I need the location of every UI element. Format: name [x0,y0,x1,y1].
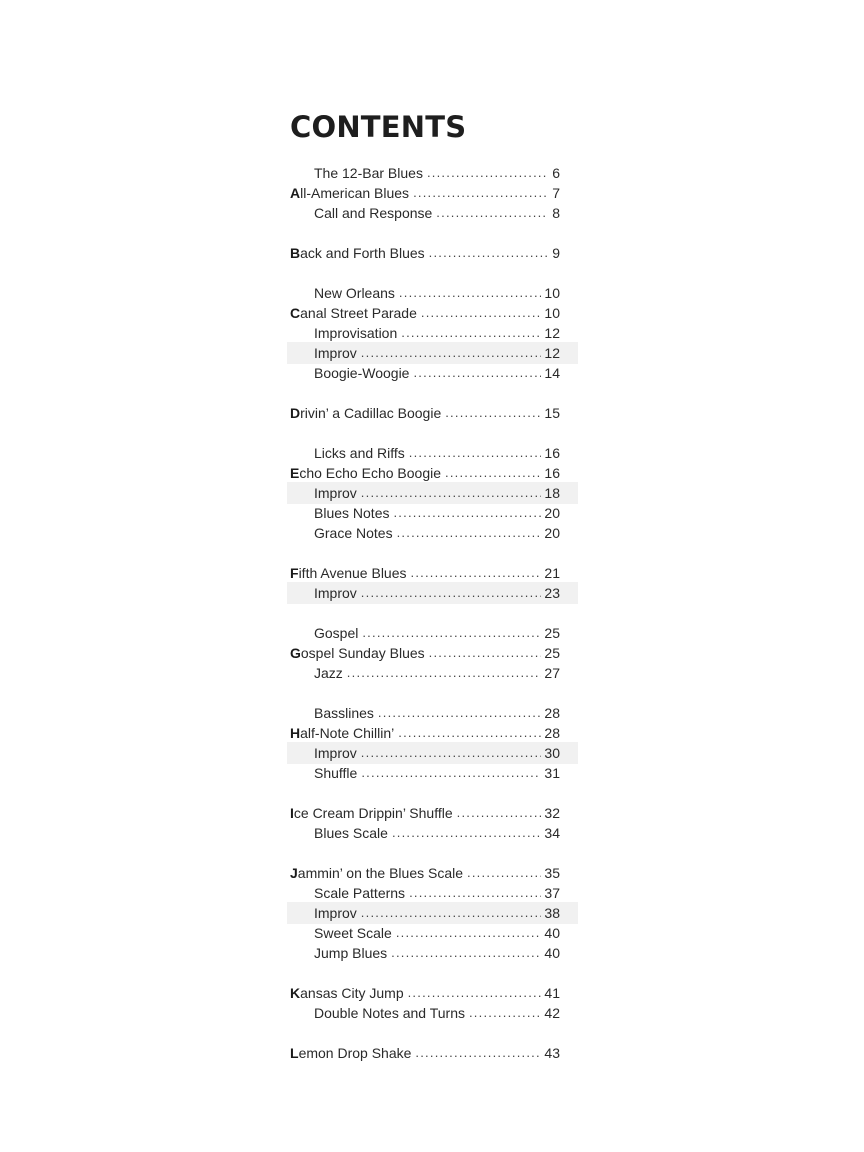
toc-entry[interactable] [290,1043,560,1063]
entry-title-text: anal Street Parade [300,305,417,321]
toc-subentry[interactable] [314,483,560,503]
dot-leader [401,323,541,343]
toc-entry[interactable] [290,403,560,423]
toc-entry[interactable] [290,463,560,483]
dot-leader [392,823,541,843]
page-number: 41 [544,985,560,1001]
entry-title-text: ack and Forth Blues [300,245,425,261]
entry-title [290,183,409,203]
dot-leader [457,803,542,823]
entry-title [314,743,357,763]
page-number: 40 [544,925,560,941]
entry-title-text: Shuffle [314,765,358,781]
entry-title [314,883,405,903]
entry-title-text: ammin’ on the Blues Scale [297,865,464,881]
entry-title [314,823,388,843]
entry-title [314,903,357,923]
dot-leader [421,303,542,323]
entry-title [314,163,423,183]
page-number: 35 [544,865,560,881]
dot-leader [396,923,542,943]
entry-initial: C [290,305,301,321]
entry-initial: H [290,725,301,741]
dot-leader [436,203,547,223]
dot-leader [361,743,542,763]
dot-leader [361,903,542,923]
entry-title-text: Improv [314,905,357,921]
entry-title-text: Improvisation [314,325,398,341]
page-number: 12 [544,325,560,341]
entry-initial: D [290,405,301,421]
toc-entry[interactable] [290,563,560,583]
page-number: 9 [552,245,560,261]
page-number: 31 [544,765,560,781]
page-title: CONTENTS [290,110,467,144]
page-number: 20 [544,525,560,541]
entry-title-text: The 12-Bar Blues [314,165,423,181]
toc-subentry[interactable] [314,883,560,903]
entry-title-text: Improv [314,485,357,501]
dot-leader [413,363,541,383]
entry-title [314,323,397,343]
page-number: 14 [544,365,560,381]
entry-title-text: Scale Patterns [314,885,406,901]
dot-leader [413,183,547,203]
entry-initial: B [290,245,301,261]
dot-leader [409,883,541,903]
entry-title-text: Call and Response [314,205,433,221]
page-number: 32 [544,805,560,821]
page-number: 10 [544,305,560,321]
toc-subentry[interactable] [314,363,560,383]
toc-entry[interactable] [290,183,560,203]
toc-subentry[interactable] [314,823,560,843]
dot-leader [429,643,542,663]
entry-title [290,723,394,743]
dot-leader [445,463,541,483]
page-number: 37 [544,885,560,901]
toc-subentry[interactable] [314,203,560,223]
entry-title-text: ll-American Blues [300,185,410,201]
entry-initial: J [290,865,298,881]
entry-title-text: ifth Avenue Blues [298,565,407,581]
entry-title [290,1043,411,1063]
page-number: 20 [544,505,560,521]
page-number: 38 [544,905,560,921]
dot-leader [361,583,542,603]
toc-entry[interactable] [290,643,560,663]
entry-title-text: Basslines [314,705,374,721]
toc-entry[interactable] [290,803,560,823]
dot-leader [429,243,547,263]
toc-subentry[interactable] [314,343,560,363]
entry-title [314,203,432,223]
page-number: 15 [544,405,560,421]
entry-title-text: New Orleans [314,285,395,301]
toc-subentry[interactable] [314,763,560,783]
toc-subentry[interactable] [314,323,560,343]
entry-initial: K [290,985,301,1001]
dot-leader [445,403,541,423]
entry-title [314,503,389,523]
toc-subentry[interactable] [314,743,560,763]
entry-title [314,943,387,963]
entry-title-text: ansas City Jump [300,985,404,1001]
toc-subentry[interactable] [314,703,560,723]
entry-title [314,763,357,783]
page-number: 10 [544,285,560,301]
entry-title [314,623,358,643]
page-number: 28 [544,705,560,721]
dot-leader [467,863,541,883]
entry-title [290,303,417,323]
entry-title [290,563,407,583]
entry-title-text: Licks and Riffs [314,445,405,461]
entry-title [314,583,357,603]
dot-leader [361,763,541,783]
entry-title-text: cho Echo Echo Boogie [299,465,441,481]
entry-title [290,643,425,663]
toc-subentry[interactable] [314,1003,560,1023]
toc-subentry[interactable] [314,163,560,183]
entry-title [314,283,395,303]
toc-entry[interactable] [290,303,560,323]
entry-initial: G [290,645,301,661]
entry-title-text: Grace Notes [314,525,393,541]
dot-leader [378,703,542,723]
entry-title [290,403,441,423]
dot-leader [347,663,542,683]
dot-leader [408,983,542,1003]
entry-title [314,483,357,503]
entry-title [314,523,393,543]
entry-title-text: Improv [314,585,357,601]
entry-title-text: ce Cream Drippin’ Shuffle [293,805,453,821]
toc-subentry[interactable] [314,903,560,923]
page-number: 43 [544,1045,560,1061]
page-number: 30 [544,745,560,761]
entry-title [314,923,392,943]
page-number: 25 [544,625,560,641]
toc-subentry[interactable] [314,663,560,683]
entry-initial: A [290,185,301,201]
dot-leader [411,563,542,583]
dot-leader [427,163,547,183]
entry-title-text: Improv [314,345,357,361]
toc-entry[interactable] [290,863,560,883]
page-number: 16 [544,465,560,481]
page-number: 7 [552,185,560,201]
entry-title-text: Gospel [314,625,359,641]
entry-title [314,363,409,383]
entry-title-text: Double Notes and Turns [314,1005,465,1021]
page-number: 16 [544,445,560,461]
dot-leader [398,723,541,743]
entry-title-text: Blues Notes [314,505,390,521]
dot-leader [391,943,541,963]
entry-title-text: alf-Note Chillin’ [300,725,395,741]
entry-title [290,983,404,1003]
page-number: 25 [544,645,560,661]
dot-leader [415,1043,541,1063]
dot-leader [399,283,542,303]
toc-subentry[interactable] [314,523,560,543]
dot-leader [361,483,542,503]
dot-leader [362,623,541,643]
entry-title-text: Blues Scale [314,825,388,841]
entry-title [314,663,343,683]
page-number: 21 [544,565,560,581]
page-number: 18 [544,485,560,501]
page-number: 8 [552,205,560,221]
entry-title-text: Jump Blues [314,945,388,961]
page-number: 23 [544,585,560,601]
toc-subentry[interactable] [314,283,560,303]
dot-leader [361,343,542,363]
dot-leader [409,443,542,463]
entry-title [314,703,374,723]
entry-title-text: Jazz [314,665,343,681]
page-number: 40 [544,945,560,961]
entry-title-text: Boogie-Woogie [314,365,410,381]
toc-subentry[interactable] [314,923,560,943]
page-number: 27 [544,665,560,681]
entry-title [314,443,405,463]
dot-leader [393,503,541,523]
entry-title [314,343,357,363]
page-number: 34 [544,825,560,841]
entry-title-text: rivin’ a Cadillac Boogie [300,405,442,421]
toc-entry[interactable] [290,243,560,263]
entry-title-text: Sweet Scale [314,925,392,941]
toc-entry[interactable] [290,983,560,1003]
dot-leader [469,1003,541,1023]
page-number: 12 [544,345,560,361]
entry-initial: L [290,1045,299,1061]
toc-subentry[interactable] [314,503,560,523]
toc-subentry[interactable] [314,583,560,603]
entry-title [290,463,441,483]
entry-title-text: Improv [314,745,357,761]
dot-leader [397,523,542,543]
page-number: 28 [544,725,560,741]
toc-subentry[interactable] [314,623,560,643]
toc-subentry[interactable] [314,443,560,463]
page-number: 42 [544,1005,560,1021]
entry-title [290,803,453,823]
toc-subentry[interactable] [314,943,560,963]
entry-title-text: emon Drop Shake [298,1045,412,1061]
page-number: 6 [552,165,560,181]
entry-initial: F [290,565,299,581]
entry-title-text: ospel Sunday Blues [300,645,425,661]
entry-initial: I [290,805,294,821]
toc-entry[interactable] [290,723,560,743]
entry-title [290,243,425,263]
entry-title [290,863,463,883]
entry-title [314,1003,465,1023]
entry-initial: E [290,465,300,481]
